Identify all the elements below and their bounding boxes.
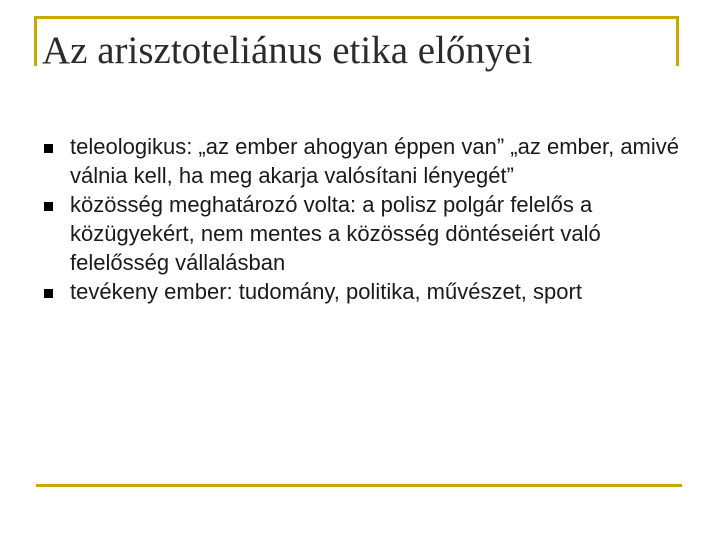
bullet-item	[44, 277, 694, 306]
bullet-text: közösség meghatározó volta: a polisz polgár felelős a közügyekért, nem mentes a közösség döntéseiért való felelősség vállalásban	[70, 192, 601, 275]
slide-title: Az arisztoteliánus etika előnyei	[42, 29, 533, 72]
bullet-text: teleologikus: „az ember ahogyan éppen van” „az ember, amivé válnia kell, ha meg akarja valósítani lényegét”	[70, 134, 680, 188]
frame-bottom-line	[36, 484, 682, 487]
frame-right-line	[676, 16, 679, 66]
bullet-text: tevékeny ember: tudomány, politika, művészet, sport	[70, 279, 582, 304]
bullet-item	[44, 132, 694, 190]
square-bullet-icon	[44, 144, 53, 153]
frame-top-line	[34, 16, 678, 19]
bullet-item	[44, 190, 694, 277]
square-bullet-icon	[44, 289, 53, 298]
frame-left-line	[34, 16, 37, 66]
bullet-list	[44, 132, 694, 306]
square-bullet-icon	[44, 202, 53, 211]
